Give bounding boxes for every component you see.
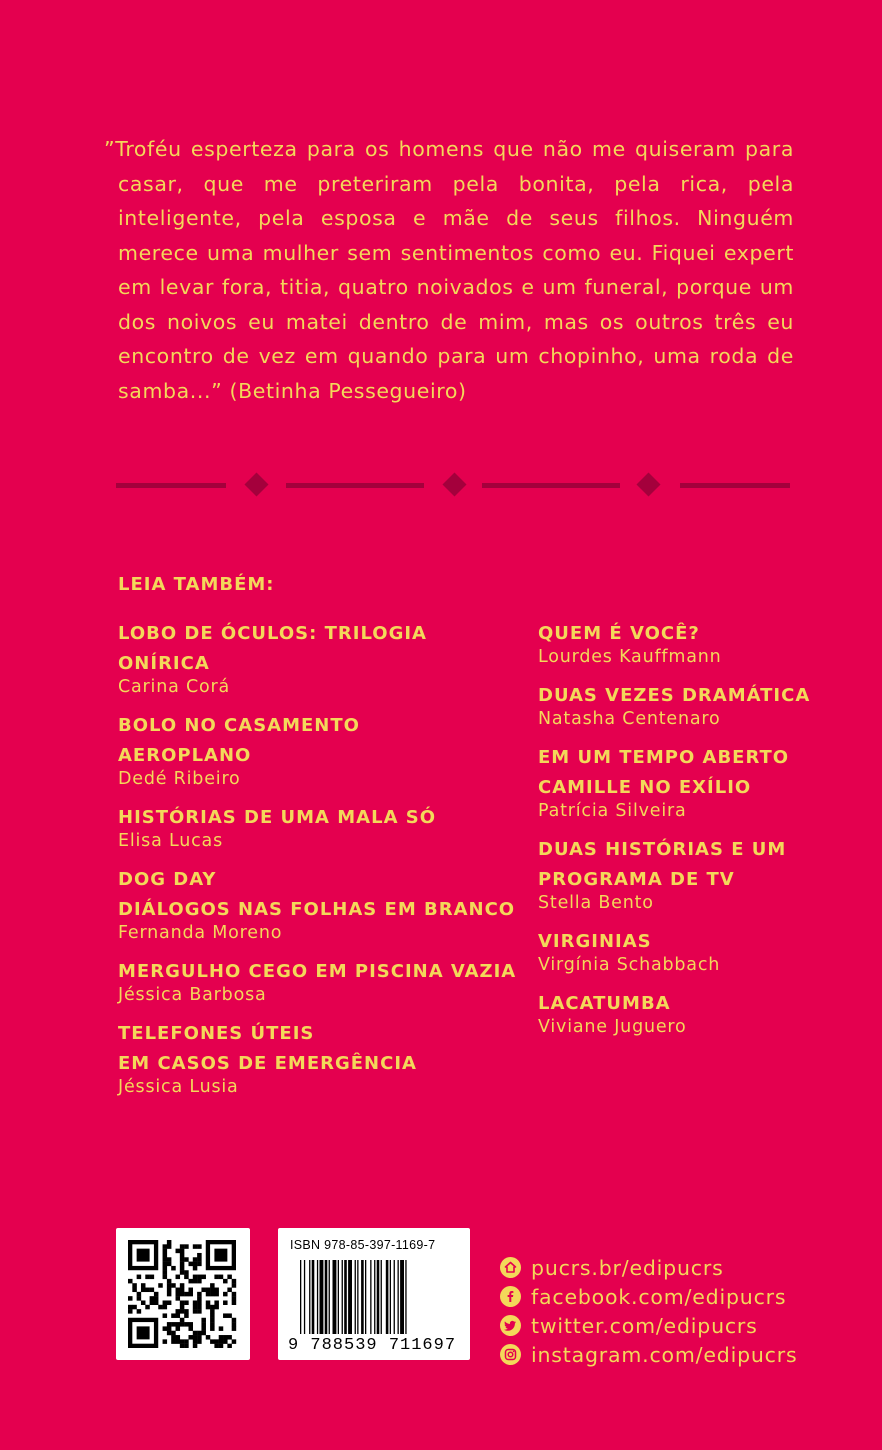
list-item: [118, 711, 518, 791]
facebook-icon: [500, 1286, 521, 1307]
book-list-left: [118, 619, 518, 1111]
diamond-icon: [636, 472, 660, 496]
book-list-right: [538, 619, 838, 1051]
list-item: [118, 803, 518, 853]
list-item: [538, 927, 838, 977]
diamond-icon: [442, 472, 466, 496]
book-title: DUAS HISTÓRIAS E UM PROGRAMA DE TV: [538, 839, 787, 890]
list-item: [118, 957, 518, 1007]
instagram-icon: [500, 1344, 521, 1365]
ornament-divider: [116, 470, 790, 500]
twitter-icon: [500, 1315, 521, 1336]
instagram-url: instagram.com/edipucrs: [531, 1342, 798, 1367]
book-author: Fernanda Moreno: [118, 923, 283, 943]
book-author: Jéssica Lusia: [118, 1077, 239, 1097]
book-author: Elisa Lucas: [118, 831, 223, 851]
barcode-number: 9 788539 711697: [288, 1336, 457, 1355]
website-link[interactable]: [500, 1253, 797, 1282]
back-cover-quote: [104, 132, 794, 408]
home-icon: [500, 1257, 521, 1278]
book-title: QUEM É VOCÊ?: [538, 623, 700, 644]
book-author: Stella Bento: [538, 893, 654, 913]
facebook-url: facebook.com/edipucrs: [531, 1284, 787, 1309]
book-author: Natasha Centenaro: [538, 709, 721, 729]
list-item: [538, 989, 838, 1039]
book-title: LACATUMBA: [538, 993, 671, 1014]
book-title: HISTÓRIAS DE UMA MALA SÓ: [118, 807, 437, 828]
book-title: MERGULHO CEGO EM PISCINA VAZIA: [118, 961, 517, 982]
list-item: [538, 743, 838, 823]
book-title: DUAS VEZES DRAMÁTICA: [538, 685, 811, 706]
book-title: VIRGINIAS: [538, 931, 652, 952]
book-author: Jéssica Barbosa: [118, 985, 267, 1005]
book-author: Dedé Ribeiro: [118, 769, 241, 789]
book-author: Virgínia Schabbach: [538, 955, 721, 975]
book-author: Lourdes Kauffmann: [538, 647, 722, 667]
leia-tambem-heading: LEIA TAMBÉM:: [118, 574, 275, 595]
diamond-icon: [244, 472, 268, 496]
book-author: Viviane Juguero: [538, 1017, 687, 1037]
book-title: TELEFONES ÚTEIS EM CASOS DE EMERGÊNCIA: [118, 1023, 417, 1074]
list-item: [538, 681, 838, 731]
book-author: Carina Corá: [118, 677, 231, 697]
social-links: [500, 1253, 797, 1369]
qr-code-icon: [128, 1240, 238, 1348]
list-item: [118, 1019, 518, 1099]
list-item: [118, 619, 518, 699]
book-title: BOLO NO CASAMENTO AEROPLANO: [118, 715, 360, 766]
isbn-barcode: [278, 1228, 470, 1360]
twitter-link[interactable]: [500, 1311, 797, 1340]
list-item: [118, 865, 518, 945]
quote-text: ”Troféu esperteza para os homens que não me quiseram para casar, que me preteriram pela bonita, pela rica, pela inteligente, pela esposa e mãe de seus filhos. Ninguém merece uma mulher sem sentimentos como eu. Fiquei expert em levar fora, titia, quatro noivados e um funeral, porque um dos noivos eu matei dentro de mim, mas os outros três eu encontro de vez em quando para um chopinho, uma roda de samba...” (Betinha Pessegueiro): [104, 137, 794, 403]
book-title: DOG DAY DIÁLOGOS NAS FOLHAS EM BRANCO: [118, 869, 516, 920]
barcode-icon: [300, 1260, 450, 1334]
isbn-label: ISBN 978-85-397-1169-7: [290, 1238, 436, 1252]
website-url: pucrs.br/edipucrs: [531, 1255, 724, 1280]
list-item: [538, 619, 838, 669]
facebook-link[interactable]: [500, 1282, 797, 1311]
list-item: [538, 835, 838, 915]
book-title: EM UM TEMPO ABERTO CAMILLE NO EXÍLIO: [538, 747, 790, 798]
twitter-url: twitter.com/edipucrs: [531, 1313, 758, 1338]
book-author: Patrícia Silveira: [538, 801, 687, 821]
book-title: LOBO DE ÓCULOS: TRILOGIA ONÍRICA: [118, 623, 427, 674]
instagram-link[interactable]: [500, 1340, 797, 1369]
qr-code[interactable]: [116, 1228, 250, 1360]
